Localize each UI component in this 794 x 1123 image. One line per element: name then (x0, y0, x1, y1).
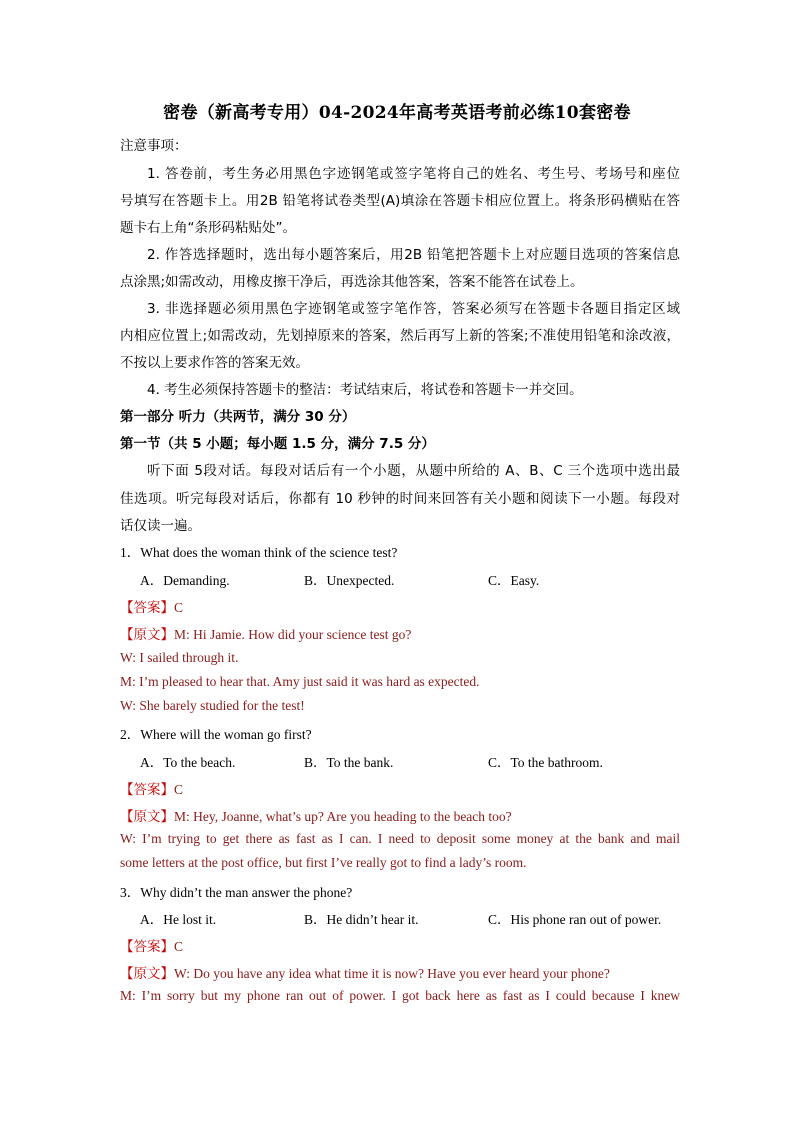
notice-2-line-2: 点涂黑;如需改动，用橡皮擦干净后，再选涂其他答案，答案不能答在试卷上。 (120, 274, 584, 290)
question-2-option-c: C．To the bathroom. (488, 755, 603, 770)
question-3-script-line-1 (120, 962, 680, 983)
answer-value: C (174, 939, 184, 954)
answer-value: C (174, 600, 184, 615)
script-tag: 【原文】 (120, 809, 174, 825)
question-2-answer (120, 778, 680, 799)
notice-header: 注意事项： (120, 138, 188, 154)
question-2-option-a: A．To the beach. (140, 755, 236, 770)
answer-value: C (174, 782, 184, 797)
question-3-option-a: A．He lost it. (140, 912, 217, 927)
part-1-heading: 第一部分 听力（共两节，满分 30 分） (120, 409, 356, 425)
question-2-script-line-2: W: I’m trying to get there as fast as I can. I need to deposit some money at the bank and mail (120, 831, 680, 846)
answer-tag: 【答案】 (120, 782, 174, 798)
instructions-line-1: 听下面 5段对话。每段对话后有一个小题，从题中所给的 A、B、C 三个选项中选出最 (147, 463, 680, 479)
notice-3-line-2: 内相应位置上;如需改动，先划掉原来的答案，然后再写上新的答案;不准使用铅笔和涂改液， (120, 328, 680, 344)
question-1-script-line-1 (120, 623, 680, 644)
section-1-heading: 第一节（共 5 小题；每小题 1.5 分，满分 7.5 分） (120, 436, 435, 452)
question-1-option-b: B．Unexpected. (304, 573, 395, 588)
script-text: M: Hey, Joanne, what’s up? Are you heading to the beach too? (174, 809, 512, 824)
question-1-script-line-3: M: I’m pleased to hear that. Amy just said it was hard as expected. (120, 674, 480, 689)
answer-tag: 【答案】 (120, 939, 174, 955)
question-3-option-b: B．He didn’t hear it. (304, 912, 419, 927)
notice-3-line-3: 不按以上要求作答的答案无效。 (120, 355, 309, 371)
question-1-script-line-2: W: I sailed through it. (120, 650, 239, 665)
notice-1-line-1: 1. 答卷前，考生务必用黑色字迹钢笔或签字笔将自己的姓名、考生号、考场号和座位 (147, 166, 680, 182)
notice-1-line-3: 题卡右上角“条形码粘贴处”。 (120, 220, 296, 236)
question-3-answer (120, 935, 680, 956)
script-text: M: Hi Jamie. How did your science test go? (174, 627, 412, 642)
question-1-answer (120, 596, 680, 617)
question-3-option-c: C．His phone ran out of power. (488, 912, 662, 927)
notice-1-line-2: 号填写在答题卡上。用2B 铅笔将试卷类型(A)填涂在答题卡相应位置上。将条形码横贴在答 (120, 193, 680, 209)
instructions-line-3: 话仅读一遍。 (120, 518, 201, 534)
script-tag: 【原文】 (120, 627, 174, 643)
question-3-script-line-2: M: I’m sorry but my phone ran out of power. I got back here as fast as I could because I knew (120, 988, 680, 1003)
question-2-option-b: B．To the bank. (304, 755, 394, 770)
answer-tag: 【答案】 (120, 600, 174, 616)
question-1-stem: 1．What does the woman think of the science test? (120, 545, 398, 560)
page-title: 密卷（新高考专用）04-2024年高考英语考前必练10套密卷 (163, 103, 631, 123)
script-tag: 【原文】 (120, 966, 174, 982)
question-3-stem: 3．Why didn’t the man answer the phone? (120, 885, 353, 900)
notice-3-line-1: 3. 非选择题必须用黑色字迹钢笔或签字笔作答，答案必须写在答题卡各题目指定区域 (147, 301, 680, 317)
question-2-script-line-1 (120, 805, 680, 826)
question-1-option-a: A．Demanding. (140, 573, 230, 588)
instructions-line-2: 佳选项。听完每段对话后，你都有 10 秒钟的时间来回答有关小题和阅读下一小题。每段对 (120, 491, 680, 507)
question-2-stem: 2．Where will the woman go first? (120, 727, 312, 742)
question-1-script-line-4: W: She barely studied for the test! (120, 698, 305, 713)
question-2-script-line-3: some letters at the post office, but first I’ve really got to find a lady’s room. (120, 855, 527, 870)
notice-4-line-1: 4. 考生必须保持答题卡的整洁：考试结束后，将试卷和答题卡一并交回。 (147, 382, 583, 398)
script-text: W: Do you have any idea what time it is now? Have you ever heard your phone? (174, 966, 610, 981)
notice-2-line-1: 2. 作答选择题时，选出每小题答案后，用2B 铅笔把答题卡上对应题目选项的答案信息 (147, 247, 680, 263)
question-1-option-c: C．Easy. (488, 573, 540, 588)
